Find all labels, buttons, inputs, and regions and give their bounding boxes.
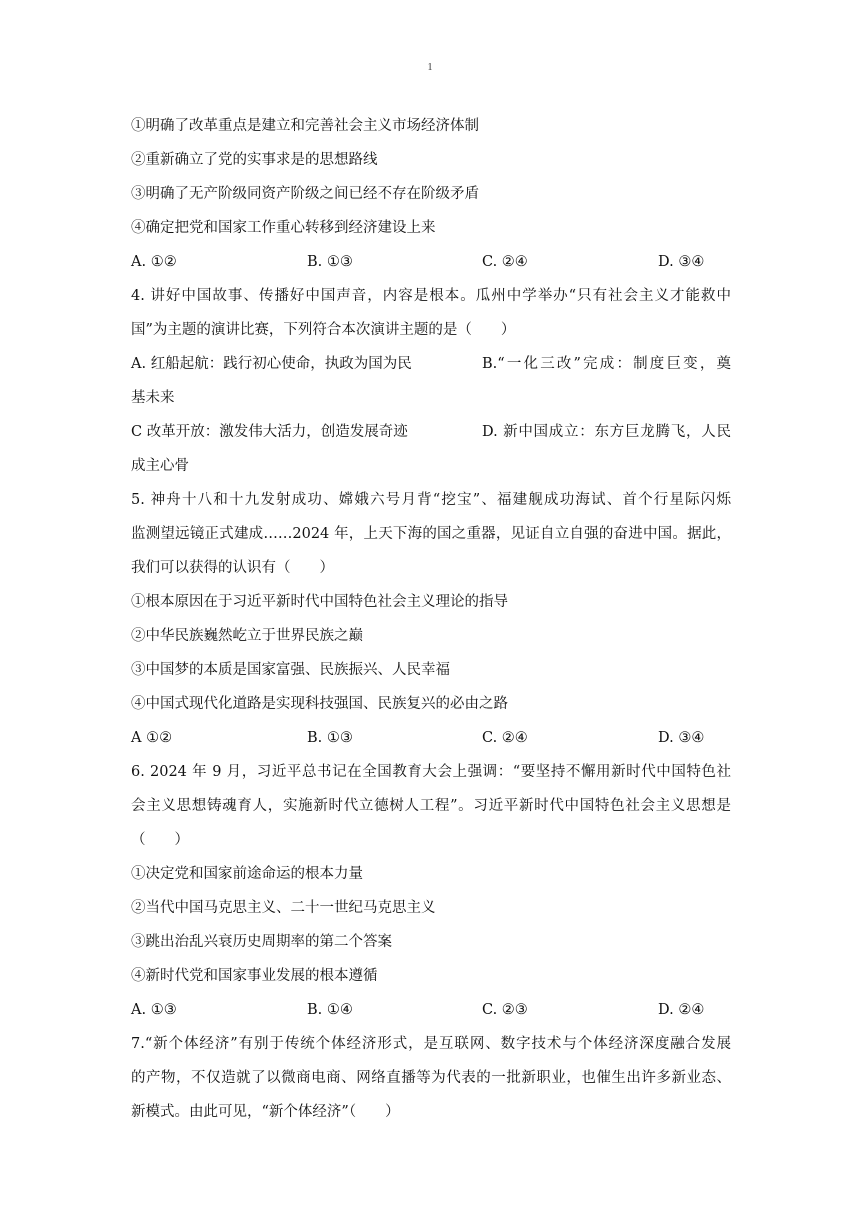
question-3 (131, 109, 731, 279)
q3-item-4: ④确定把党和国家工作重心转移到经济建设上来 (131, 220, 436, 236)
q4-option-d-cont: 成主心骨 (131, 458, 189, 474)
question-5 (131, 483, 731, 755)
q4-option-b-cont: 基未来 (131, 390, 175, 406)
q3-option-c: C. ②④ (482, 254, 528, 270)
q4-stem-line-1: 4. 讲好中国故事、传播好中国声音，内容是根本。瓜州中学举办“只有社会主义才能救中 (131, 288, 731, 304)
q6-option-c: C. ②③ (482, 1002, 528, 1018)
question-4 (131, 279, 731, 483)
q6-item-4: ④新时代党和国家事业发展的根本遵循 (131, 968, 378, 984)
q5-item-1: ①根本原因在于习近平新时代中国特色社会主义理论的指导 (131, 594, 508, 610)
q6-option-a: A. ①③ (131, 1002, 177, 1018)
q5-option-d: D. ③④ (658, 730, 705, 746)
q5-item-4: ④中国式现代化道路是实现科技强国、民族复兴的必由之路 (131, 696, 508, 712)
q5-option-c: C. ②④ (482, 730, 528, 746)
q5-option-b: B. ①③ (307, 730, 353, 746)
q4-option-a: A. 红船起航：践行初心使命，执政为国为民 (131, 356, 412, 372)
q5-option-a: A ①② (131, 730, 173, 746)
q4-option-b: B.“一化三改”完成：制度巨变，奠 (482, 356, 731, 372)
q6-option-b: B. ①④ (307, 1002, 353, 1018)
q6-stem-line-1: 6. 2024 年 9 月，习近平总书记在全国教育大会上强调：“要坚持不懈用新时代中国特色社 (131, 764, 731, 780)
q6-item-3: ③跳出治乱兴衰历史周期率的第二个答案 (131, 934, 392, 950)
q5-stem-line-1: 5. 神舟十八和十九发射成功、嫦娥六号月背“挖宝”、福建舰成功海试、首个行星际闪烁 (131, 492, 731, 508)
q7-stem-line-3: 新模式。由此可见，“新个体经济”（ ） (131, 1104, 400, 1120)
q6-option-d: D. ②④ (658, 1002, 705, 1018)
q4-options-cd (131, 415, 731, 449)
q5-stem-line-3: 我们可以获得的认识有（ ） (131, 560, 334, 576)
q4-option-c: C 改革开放：激发伟大活力，创造发展奇迹 (131, 424, 408, 440)
q3-item-3: ③明确了无产阶级同资产阶级之间已经不存在阶级矛盾 (131, 186, 479, 202)
question-6 (131, 755, 731, 1027)
q6-item-2: ②当代中国马克思主义、二十一世纪马克思主义 (131, 900, 436, 916)
q4-options-ab (131, 347, 731, 381)
q3-option-d: D. ③④ (658, 254, 705, 270)
q5-item-2: ②中华民族巍然屹立于世界民族之巅 (131, 628, 363, 644)
q6-stem-line-2: 会主义思想铸魂育人，实施新时代立德树人工程”。习近平新时代中国特色社会主义思想是 (131, 798, 731, 814)
q5-item-3: ③中国梦的本质是国家富强、民族振兴、人民幸福 (131, 662, 450, 678)
question-content (131, 109, 731, 1129)
q6-options (131, 993, 731, 1027)
q3-option-b: B. ①③ (307, 254, 353, 270)
q6-stem-line-3: （ ） (131, 832, 189, 848)
q6-item-1: ①决定党和国家前途命运的根本力量 (131, 866, 363, 882)
q5-stem-line-2: 监测望远镜正式建成……2024 年，上天下海的国之重器，见证自立自强的奋进中国。据此， (131, 526, 731, 542)
q4-option-d: D. 新中国成立：东方巨龙腾飞，人民 (482, 424, 731, 440)
q3-item-1: ①明确了改革重点是建立和完善社会主义市场经济体制 (131, 118, 479, 134)
page-number: 1 (427, 62, 433, 73)
q3-options (131, 245, 731, 279)
q3-option-a: A. ①② (131, 254, 177, 270)
q4-stem-line-2: 国”为主题的演讲比赛，下列符合本次演讲主题的是（ ） (131, 322, 516, 338)
q7-stem-line-2: 的产物，不仅造就了以微商电商、网络直播等为代表的一批新职业，也催生出许多新业态、 (131, 1070, 731, 1086)
question-7 (131, 1027, 731, 1129)
q5-options (131, 721, 731, 755)
q7-stem-line-1: 7.“新个体经济”有别于传统个体经济形式，是互联网、数字技术与个体经济深度融合发展 (131, 1036, 731, 1052)
q3-item-2: ②重新确立了党的实事求是的思想路线 (131, 152, 378, 168)
